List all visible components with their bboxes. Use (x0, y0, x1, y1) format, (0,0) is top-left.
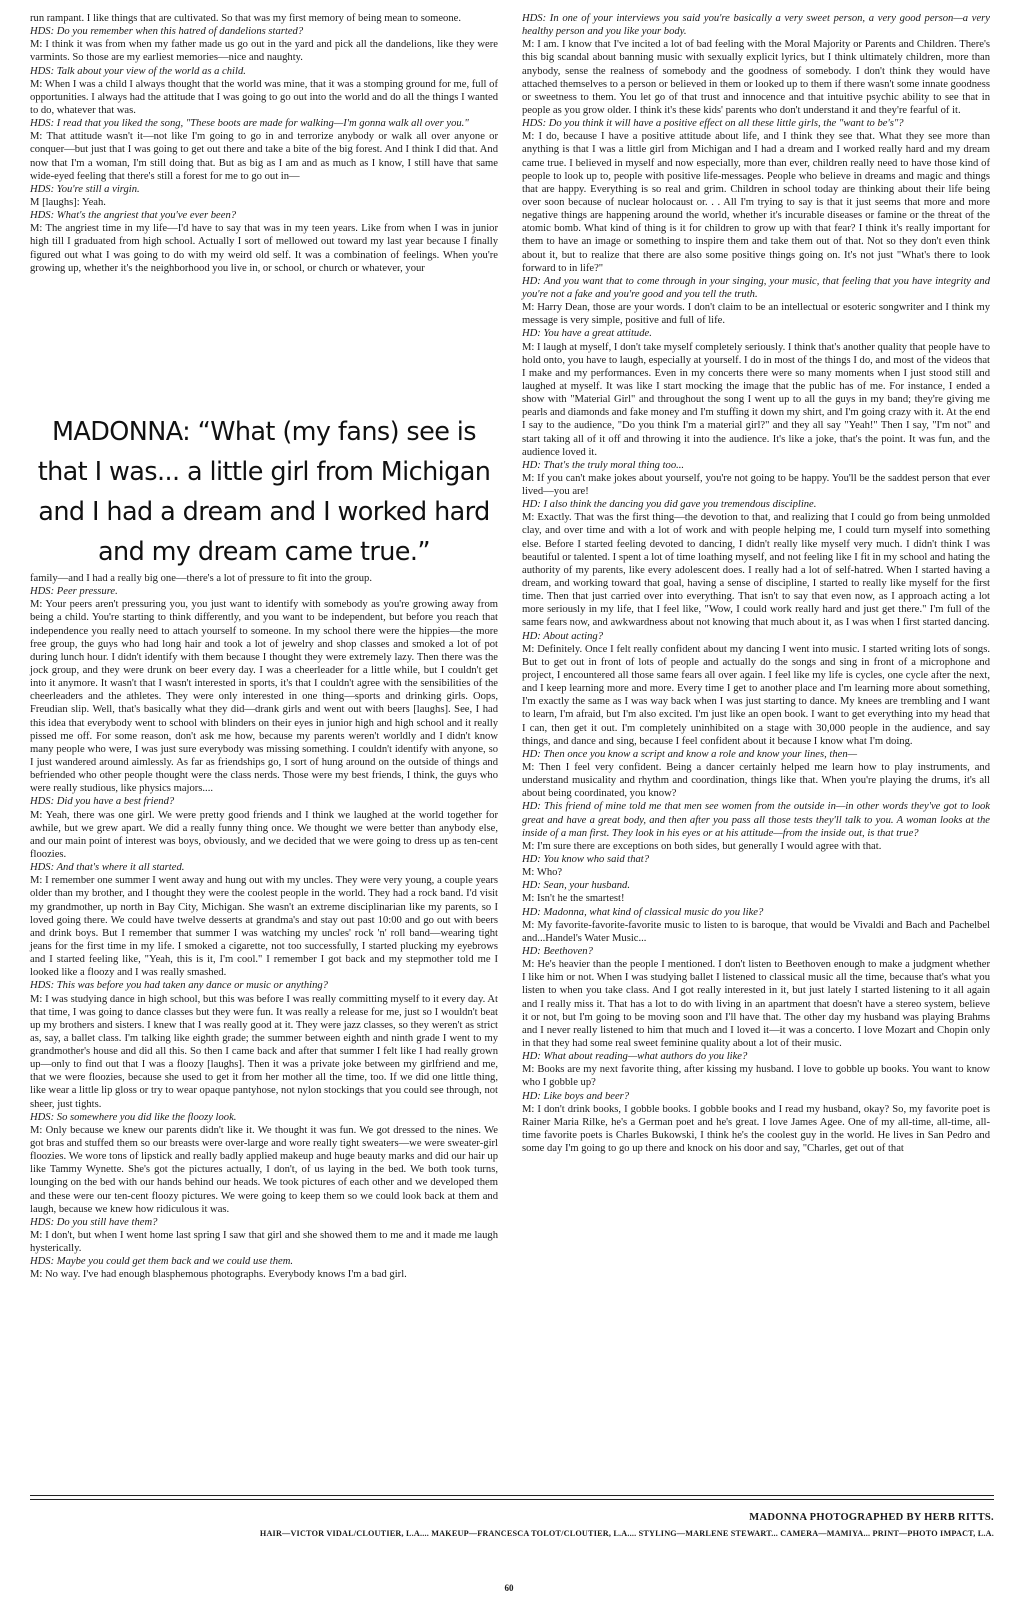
interview-answer: M: My favorite-favorite-favorite music to listen to is baroque, that would be Vivaldi and Bach and Pachelbel and...Handel's Water Music... (522, 919, 990, 944)
interview-answer: M: The angriest time in my life—I'd have to say that was in my teen years. Like from when I was in junior high till I graduated from high school. Actually I sort of mellowed out toward my last year because I finally figured out what I was going to do with my weird old self. It was a combination of feelings. When you're growing up, whether it's the neighborhood you live in, or school, or church or whatever, your (30, 223, 498, 274)
pull-quote-line: and I had a dream and I worked hard (38, 497, 490, 527)
interview-answer: M: No way. I've had enough blasphemous photographs. Everybody knows I'm a bad girl. (30, 1269, 407, 1281)
interview-question: HD: That's the truly moral thing too... (522, 459, 685, 471)
interview-answer: M: Harry Dean, those are your words. I don't claim to be an intellectual or esoteric songwriter and I think my message is very simple, positive and full of life. (522, 302, 990, 327)
footer-rule (30, 1499, 994, 1500)
interview-question: HDS: Peer pressure. (30, 586, 118, 598)
interview-answer: M [laughs]: Yeah. (30, 196, 106, 208)
footer-rule (30, 1495, 994, 1496)
interview-answer: M: I was studying dance in high school, but this was before I was really committing myself to it every day. At that time, I was going to dance classes but they were fun. It was really a release for me, just so I wouldn't beat up my brothers and sisters. I knew that I was really good at it. They were jazz classes, so they weren't as strict as, say, a ballet class. I'm talking like eighth grade; the summer between eighth and ninth grade I went to my grandmother's house and did all this. So then I came back and after that summer I felt like I had really grown up—only to find out that I was a floozy [laughs]. Then it was a private joke between my girlfriend and me, that we were floozies, because she used to get it from her mother all the time, too. If we did one little thing, like wear a little lip gloss or try to wear opaque pantyhose, not nylon stockings that you could see through, not sheer, just tights. (30, 993, 498, 1110)
pull-quote (30, 412, 498, 572)
interview-answer: M: I think it was from when my father made us go out in the yard and pick all the dandelions, like they were varmints. So those are my earliest memories—nice and naughty. (30, 39, 498, 64)
interview-answer: M: Then I feel very confident. Being a dancer certainly helped me learn how to play instruments, and understand musicality and rhythm and coordination, things like that. When you're playing the drums, it's all about being coordinated, you know? (522, 762, 990, 800)
interview-question: HD: About acting? (522, 630, 604, 642)
interview-answer: M: Definitely. Once I felt really confident about my dancing I went into music. I started writing lots of songs. But to get out in front of lots of people and actually do the songs and sing in front of a microphone and project, I encountered all those same fears all over again. I feel like my life is cycles, one cycle after the next, and I keep learning more and more. Every time I get to another place and I'm learning more about something, I'm exactly the same as I was way back when I was just starting to dance. My knees are trembling and I want to learn, I'm afraid, but I'm also excited. I'm just like an open book. I want to get everything into my head that I can, then get it out. I'm completely uninhibited on a stage with 30,000 people in the audience, and say things, and dance and sing, because I feel confident about it because I know what I'm doing. (522, 643, 990, 747)
interview-question: HD: Then once you know a script and know a role and know your lines, then— (522, 748, 858, 760)
pull-quote-line: MADONNA: “What (my fans) see is (52, 417, 476, 447)
interview-question: HD: You know who said that? (522, 854, 650, 865)
interview-answer: M: I remember one summer I went away and hung out with my uncles. They were very young, a couple years older than my brother, and I thought they were the coolest people in the world. They had a rock band. I'd visit my grandmother, up north in Bay City, Michigan. She wasn't an extreme disciplinarian like my parents, so I loved going there. We could have twelve desserts at grandma's and stay out past 10:00 and go out with beers and drink boys. But I remember that summer I was watching my uncles' rock 'n' roll band—wearing tight jeans for the first time in my life. I smoked a cigarette, not too successfully, I started plucking my eyebrows and I started feeling like, "Yeah, this is it, I'm cool." I remember I got back and my stepmother told me I looked like a floozy and I was really smashed. (30, 875, 498, 979)
photo-credit: MADONNA PHOTOGRAPHED BY HERB RITTS. (749, 1512, 994, 1523)
interview-question: HD: This friend of mine told me that men see women from the outside in—in other words they've got to look great and have a great body, and then after you pass all those tests they'll talk to you. A woman looks at the inside of a man first. They look in his eyes or at his attitude—from the inside out, is that true? (522, 801, 990, 839)
crew-credit: HAIR—VICTOR VIDAL/CLOUTIER, L.A.... MAKEUP—FRANCESCA TOLOT/CLOUTIER, L.A.... STYLING—MARLENE STEWART... CAMERA—MAMIYA... PRINT—PHOTO IMPACT, L.A. (259, 1529, 994, 1538)
interview-answer: M: I'm sure there are exceptions on both sides, but generally I would agree with that. (522, 840, 882, 852)
interview-question: HDS: So somewhere you did like the floozy look. (30, 1111, 237, 1123)
interview-question: HDS: Did you have a best friend? (30, 796, 175, 808)
interview-question: HD: I also think the dancing you did gave you tremendous discipline. (522, 499, 817, 511)
interview-answer: M: I don't drink books, I gobble books. I gobble books and I read my husband, okay? So, my favorite poet is Rainer Maria Rilke, he's a German poet and he's great. I love James Agee. One of my all-time, all-time, all-time favorite poets is Charles Bukowski, I think he's the coolest guy in the world. He lives in San Pedro and some day I'm going to go up there and knock on his door and say, "Charles, get out of that (522, 1103, 990, 1155)
interview-question: HD: You have a great attitude. (522, 328, 652, 340)
interview-question: HD: Like boys and beer? (522, 1090, 630, 1102)
interview-answer: family—and I had a really big one—there's a lot of pressure to fit into the group. (30, 573, 372, 584)
interview-question: HD: Beethoven? (522, 945, 593, 957)
interview-answer: M: I laugh at myself, I don't take myself completely seriously. I think that's another quality that people have to hold onto, you have to laugh, especially at yourself. I do in most of the things I do, and most of the videos that I make and my performances. Even in my concerts there were so many moments when I just stood still and laughed at myself. It was like I start mocking the image that the public has of me. For instance, I ended a show with "Material Girl" and throughout the song I went up to all the guys in my band; they're giving me pearls and diamonds and fake money and I'm stuffing it down my shirt, and I'm going crazy with it. At the end I say to the audience, "Do you think I'm a material girl?" and they all say "Yeah!" Then I say, "I'm not" and start taking all of it off and throwing it into the audience. It's like a joke, that's the point. It was fun, and the audience loved it. (522, 341, 990, 458)
interview-question: HD: Madonna, what kind of classical music do you like? (522, 906, 764, 918)
interview-answer: M: That attitude wasn't it—not like I'm going to go in and terrorize anybody or walk all over anyone or conquer—but just that I was going to get out there and take a bite of the big forest. And I think I did that. And now that I'm a woman, I'm still doing that. But as big as I am and as much as I know, I still have that same wide-eyed feeling that there's still a forest for me to go out in— (30, 131, 498, 182)
pull-quote-line: that I was... a little girl from Michigan (37, 457, 491, 487)
interview-answer: M: When I was a child I always thought that the world was mine, that it was a stomping ground for me, full of opportunities. I always had the attitude that I was going to go out into the world and do all the things I wanted to do, whatever that was. (30, 78, 498, 116)
interview-question: HDS: You're still a virgin. (30, 183, 140, 195)
interview-answer: M: I am. I know that I've incited a lot of bad feeling with the Moral Majority or Parents and Children. There's this big scandal about banning music with sexually explicit lyrics, but I think ultimately children, more than anybody, sense the realness of somebody and the goodness of somebody. I don't think they would have attached themselves to a person or believed in them or looked up to them if there wasn't some innate goodness or sweetness to them. You let go of that trust and innocence and that intuitive psychic ability to see that in people as you grow older. I think it's these kids' parents who don't understand it and they're fearful of it. (522, 39, 990, 116)
interview-answer: M: I don't, but when I went home last spring I saw that girl and she showed them to me and it made me laugh hysterically. (30, 1230, 498, 1255)
interview-answer: M: Books are my next favorite thing, after kissing my husband. I love to gobble up books. You want to know who I gobble up? (522, 1064, 990, 1089)
interview-question: HDS: Do you think it will have a positive effect on all these little girls, the "want to be's"? (522, 118, 904, 130)
interview-answer: M: Only because we knew our parents didn't like it. We thought it was fun. We got dressed to the nines. We got bras and stuffed them so our breasts were over-large and wore really tight sweaters—we were sweater-girl floozies. We wore tons of lipstick and really badly applied makeup and huge beauty marks and did our hair up like Tammy Wynette. She's got the pictures actually, I don't, of us laying in the bed. We both took turns, lounging on the bed with our hands behind our heads. We took pictures of each other and we developed them and these were our ten-cent floozy pictures. We were going to keep them so we could look back at them and laugh, because we knew how ridiculous it was. (30, 1124, 498, 1215)
interview-answer: M: If you can't make jokes about yourself, you're not going to be happy. You'll be the saddest person that ever lived—you are! (522, 472, 990, 498)
interview-answer: M: Exactly. That was the first thing—the devotion to that, and realizing that I could go from being unmolded clay, and over time and with a lot of work and with people helping me, I could turn myself into something else. Before I started feeling devoted to dancing, I didn't really like myself very much. I didn't think I was beautiful or talented. I spent a lot of time loathing myself, and not feeling like I fit in my school and hating the authority of my parents, like every adolescent does. I really had a lot of self-hatred. When I started having a dream, and working toward that goal, having a sense of discipline, I started to really like myself for the first time. Then that just carried over into everything. That isn't to say that even now, as I approach acting a lot more seriously in my life, that I feel like, "Wow, I could work really hard and just get there." I'm full of the same fears now, and awkwardness about not knowing that much about it, as I was when I first started dancing. (522, 512, 990, 629)
interview-question: HDS: In one of your interviews you said you're basically a very sweet person, a very good person—a very healthy person and you like your body. (522, 13, 990, 38)
interview-question: HDS: Maybe you could get them back and we could use them. (30, 1256, 294, 1268)
interview-question: HDS: What's the angriest that you've ever been? (30, 210, 237, 222)
interview-answer: M: Isn't he the smartest! (522, 893, 625, 905)
interview-question: HDS: This was before you had taken any dance or music or anything? (30, 980, 328, 992)
interview-question: HD: Sean, your husband. (522, 880, 630, 892)
interview-answer: M: I do, because I have a positive attitude about life, and I think they see that. What they see more than anything is that I was a little girl from Michigan and I had a dream and I worked really hard and my dream came true. I believed in myself and now especially, more than ever, children really need to have those kind of people to look up to, people with positive life-messages. People who believe in dreams and magic and things that are happy. Everything is so real and grim. Children in school today are thinking about their life being over soon because of nuclear holocaust or. . . All I'm trying to say is that it just seems that more and more negative things are happening around the world, whether it's incurable diseases or famine or the threat of the atomic bomb. What kind of thing is it for children to grow up with that fear? I think it's really important for them to have an image or something to inspire them and take them out of that. Not so they don't even think about it, but to realize that there are also some positive things going on. It's not just "What's there to look forward to in life?" (522, 131, 990, 274)
interview-answer: M: He's heavier than the people I mentioned. I don't listen to Beethoven enough to make a judgment whether I like him or not. When I was studying ballet I listened to classical music all the time, because that's what you listen to when you take class. And I got really interested in it, but just lately I started listening to it all again and I really miss it. That has a lot to do with living in an apartment that doesn't have a stereo system, believe it or not, but I'm going to be moving soon and I'll have that. The other day my husband was playing Brahms and I never really listened to him that much and I loved it—it was a concerto. I love Mozart and Chopin only in that they had some real sweet feminine quality about a lot of their music. (522, 959, 990, 1049)
interview-answer: M: Your peers aren't pressuring you, you just want to identify with somebody as you're growing away from being a child. You're starting to think differently, and you want to be independent, but before you reach that independence you really need to attach yourself to someone. In my school there were the hippies—the more free group, the guys who had long hair and took a lot of jewelry and shop classes and smoked a lot of pot during lunch hour. I didn't identify with them because I thought they were extremely lazy. Then there was the jock group, and they were drunk on beer every day. I was a cheerleader for a little while, but I couldn't get into it anymore. It wasn't that I wasn't interested in sports, it's that I couldn't agree with the sensibilities of the cheerleaders and the athletes. They were only interested in one thing—sports and drinking girls. Oops, Freudian slip. Well, that's basically what they did—drank girls and went out with beers [laughs]. See, I had this idea that everybody went to school with blinders on their eyes in junior high and high school and it really pissed me off. For some reason, don't ask me how, because my parents weren't worldly and I didn't know many people who were, I was just sure everybody was missing something. I couldn't identify with anyone, so I just wandered around aimlessly. As far as friendships go, I sort of hung around on the outside of things and befriended who other people thought were the class nerds. Those were my best friends, I think, the guys who were really studious, like physics majors.... (30, 599, 498, 795)
interview-answer: run rampant. I like things that are cultivated. So that was my first memory of being mean to someone. (30, 13, 462, 24)
page-number: 60 (504, 1583, 514, 1593)
interview-answer: M: Yeah, there was one girl. We were pretty good friends and I think we laughed at the world together for awhile, but we grew apart. We did a really funny thing once. We thought we were better than anybody else, and our main point of interest was boys, obviously, and we decided that we were going to dress up as ten-cent floozies. (30, 809, 498, 860)
right-column (522, 12, 990, 1155)
left-column-top (30, 12, 498, 275)
interview-question: HDS: Talk about your view of the world as a child. (30, 65, 246, 77)
interview-question: HDS: Do you remember when this hatred of dandelions started? (30, 26, 304, 38)
interview-question: HD: What about reading—what authors do you like? (522, 1051, 748, 1063)
interview-answer: M: Who? (522, 867, 563, 879)
interview-question: HDS: And that's where it all started. (30, 862, 185, 874)
interview-question: HDS: I read that you liked the song, "These boots are made for walking—I'm gonna walk all over you." (30, 118, 469, 130)
interview-question: HDS: Do you still have them? (30, 1216, 158, 1228)
left-column-bottom (30, 572, 498, 1282)
interview-question: HD: And you want that to come through in your singing, your music, that feeling that you have integrity and you're not a fake and you're good and you tell the truth. (522, 275, 990, 300)
pull-quote-line: and my dream came true.” (97, 537, 431, 567)
